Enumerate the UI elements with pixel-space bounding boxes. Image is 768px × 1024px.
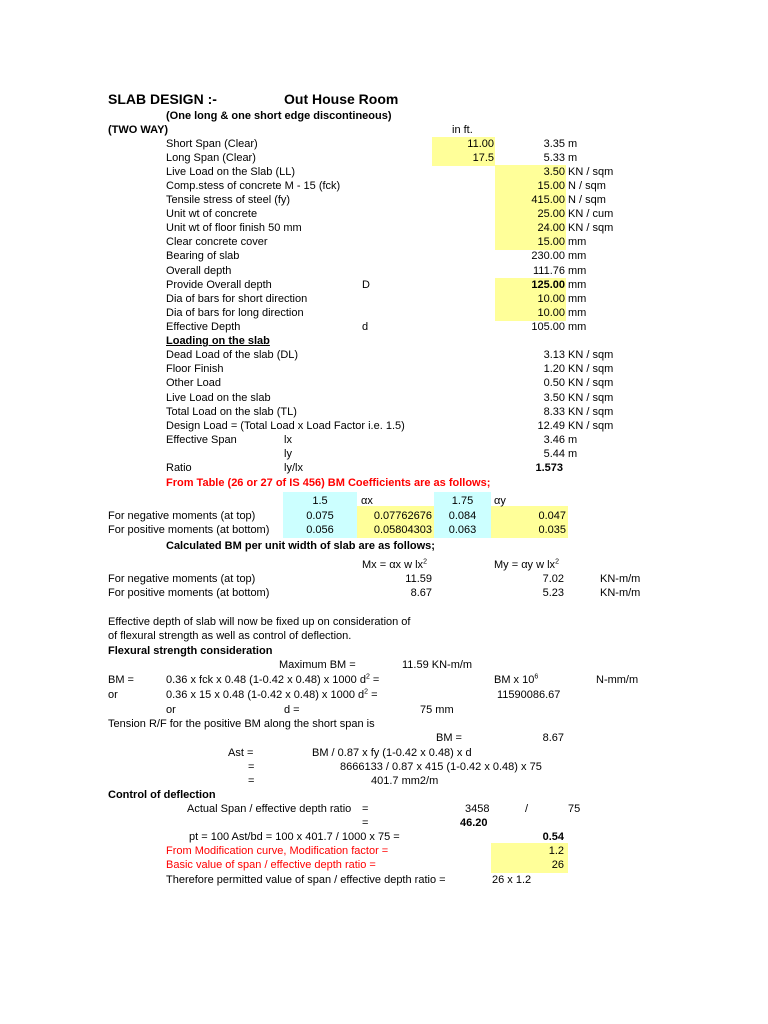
or-label-2: or <box>166 704 176 716</box>
input-label: Dia of bars for long direction <box>166 307 304 319</box>
bm-row-label: For positive moments (at bottom) <box>108 587 270 599</box>
max-bm-label: Maximum BM = <box>279 659 356 671</box>
tension-text: Tension R/F for the positive BM along the short span is <box>108 718 375 730</box>
bm-equation-2: 0.36 x 15 x 0.48 (1-0.42 x 0.48) x 1000 $d^2$ = <box>166 688 378 701</box>
two-way-label: (TWO WAY) <box>108 124 169 136</box>
input-row <box>0 320 768 334</box>
input-value: 111.76 <box>532 265 565 277</box>
input-unit: mm <box>568 265 587 277</box>
input-value: 10.00 <box>537 293 565 305</box>
loading-value: 3.13 <box>543 349 565 361</box>
loading-heading: Loading on the slab <box>166 335 270 347</box>
lx-unit: m <box>568 434 578 446</box>
coef-c2: 0.084 <box>448 510 477 522</box>
input-value: 105.00 <box>531 321 565 333</box>
ly-unit: m <box>568 448 578 460</box>
coef-c1: 0.075 <box>306 510 334 522</box>
loading-value: 1.20 <box>543 363 565 375</box>
loading-row <box>0 419 768 433</box>
coef-c1: 0.056 <box>306 524 334 536</box>
input-label: Unit wt of floor finish 50 mm <box>166 222 302 234</box>
input-unit: mm <box>568 279 587 291</box>
span-ratio-label: Actual Span / effective depth ratio <box>187 803 352 815</box>
ast-equation-3: 401.7 mm2/m <box>371 775 439 787</box>
input-row <box>0 292 768 306</box>
span-result-eq-sign: = <box>362 817 369 829</box>
bm-row-label: For negative moments (at top) <box>108 573 256 585</box>
input-row <box>0 235 768 249</box>
input-value: 25.00 <box>537 208 565 220</box>
input-label: Comp.stess of concrete M - 15 (fck) <box>166 180 341 192</box>
table-heading: From Table (26 or 27 of IS 456) BM Coefficients are as follows; <box>166 477 491 489</box>
input-row <box>0 193 768 207</box>
input-value: 15.00 <box>537 236 565 248</box>
input-ft: 17.5 <box>472 152 494 164</box>
input-unit: mm <box>568 293 587 305</box>
input-label: Short Span (Clear) <box>166 138 258 150</box>
pt-equation: pt = 100 Ast/bd = 100 x 401.7 / 1000 x 75 = <box>189 831 400 843</box>
input-label: Tensile stress of steel (fy) <box>166 194 291 206</box>
ratio-symbol: ly/lx <box>284 462 303 474</box>
input-label: Long Span (Clear) <box>166 152 256 164</box>
lx-symbol: lx <box>284 434 292 446</box>
input-label: Clear concrete cover <box>166 236 268 248</box>
loading-label: Floor Finish <box>166 363 224 375</box>
page-title: SLAB DESIGN :- <box>108 91 217 107</box>
bm-mx: 8.67 <box>410 587 432 599</box>
mx-formula: Mx = αx w $lx^2$ <box>362 558 427 571</box>
bm-mx: 11.59 <box>405 573 432 585</box>
span-ratio-eq-sign: = <box>362 803 369 815</box>
loading-value: 3.50 <box>543 392 565 404</box>
input-value: 10.00 <box>537 307 565 319</box>
loading-unit: KN / sqm <box>568 392 614 404</box>
effective-span-label: Effective Span <box>166 434 237 446</box>
bm-pos-label: BM = <box>436 732 462 744</box>
input-unit: mm <box>568 236 587 248</box>
input-value: 230.00 <box>531 250 565 262</box>
input-symbol: d <box>362 321 369 333</box>
input-row <box>0 264 768 278</box>
input-unit: m <box>568 138 578 150</box>
input-row <box>0 249 768 263</box>
loading-unit: KN / sqm <box>568 349 614 361</box>
modification-value: 1.2 <box>548 845 564 857</box>
bm-row <box>0 586 768 600</box>
bm-my: 5.23 <box>542 587 564 599</box>
bm-x10: BM x $10^6$ <box>494 673 539 686</box>
coef-row <box>0 509 768 523</box>
ast-eq-sign-2: = <box>248 775 255 787</box>
loading-label: Other Load <box>166 377 222 389</box>
loading-label: Live Load on the slab <box>166 392 271 404</box>
input-value: 3.50 <box>543 166 565 178</box>
input-unit: KN / sqm <box>568 222 614 234</box>
input-unit: N / sqm <box>568 194 606 206</box>
input-row <box>0 278 768 292</box>
d-eq-label: d = <box>284 704 300 716</box>
loading-value: 12.49 <box>537 420 565 432</box>
ast-equation-1: BM / 0.87 x fy (1-0.42 x 0.48) x d <box>312 747 472 759</box>
alpha-y-header: αy <box>494 495 506 507</box>
basic-ratio-label: Basic value of span / effective depth ratio = <box>166 859 376 871</box>
input-row <box>0 179 768 193</box>
span-denominator: 75 <box>568 803 581 815</box>
input-unit: mm <box>568 250 587 262</box>
basic-ratio-value: 26 <box>551 859 564 871</box>
input-value: 415.00 <box>531 194 565 206</box>
input-value: 3.35 <box>543 138 565 150</box>
condition-note: (One long & one short edge discontineous) <box>166 110 392 122</box>
paragraph-line-1: Effective depth of slab will now be fixed up on consideration of <box>108 616 411 628</box>
loading-unit: KN / sqm <box>568 377 614 389</box>
ast-eq-sign-1: = <box>248 761 255 773</box>
input-unit: KN / sqm <box>568 166 614 178</box>
loading-unit: KN / sqm <box>568 363 614 375</box>
d-value: 75 mm <box>420 704 454 716</box>
coef-ratio-1: 1.5 <box>312 495 328 507</box>
loading-label: Design Load = (Total Load x Load Factor i.e. 1.5) <box>166 420 405 432</box>
coef-c2: 0.063 <box>448 524 477 536</box>
input-value: 24.00 <box>537 222 565 234</box>
input-unit: N / sqm <box>568 180 606 192</box>
loading-row <box>0 362 768 376</box>
input-value: 15.00 <box>537 180 565 192</box>
bm-row <box>0 572 768 586</box>
ast-label: Ast = <box>228 747 254 759</box>
loading-row <box>0 348 768 362</box>
page-subtitle: Out House Room <box>284 91 399 107</box>
deflection-heading: Control of deflection <box>108 789 216 801</box>
pt-value: 0.54 <box>542 831 564 843</box>
coef-cy: 0.035 <box>538 524 566 536</box>
bm-unit: KN-m/m <box>600 573 641 585</box>
loading-row <box>0 376 768 390</box>
ratio-label: Ratio <box>166 462 192 474</box>
bm-pos-value: 8.67 <box>542 732 564 744</box>
input-row <box>0 221 768 235</box>
coef-cx: 0.07762676 <box>373 510 432 522</box>
coef-row-label: For negative moments (at top) <box>108 510 256 522</box>
input-row <box>0 137 768 151</box>
ast-equation-2: 8666133 / 0.87 x 415 (1-0.42 x 0.48) x 75 <box>340 761 542 773</box>
permitted-value: 26 x 1.2 <box>492 874 532 886</box>
input-unit: m <box>568 152 578 164</box>
ly-value: 5.44 <box>543 448 565 460</box>
input-label: Effective Depth <box>166 321 241 333</box>
loading-unit: KN / sqm <box>568 420 614 432</box>
loading-row <box>0 405 768 419</box>
input-row <box>0 306 768 320</box>
input-label: Bearing of slab <box>166 250 240 262</box>
loading-row <box>0 391 768 405</box>
max-bm-value: 11.59 KN-m/m <box>402 659 473 671</box>
paragraph-line-2: of flexural strength as well as control of deflection. <box>108 630 352 642</box>
input-label: Unit wt of concrete <box>166 208 258 220</box>
loading-unit: KN / sqm <box>568 406 614 418</box>
input-row <box>0 151 768 165</box>
permitted-label: Therefore permitted value of span / effective depth ratio = <box>166 874 446 886</box>
span-result: 46.20 <box>460 817 488 829</box>
bm-my: 7.02 <box>542 573 564 585</box>
input-unit: KN / cum <box>568 208 614 220</box>
loading-label: Dead Load of the slab (DL) <box>166 349 299 361</box>
loading-label: Total Load on the slab (TL) <box>166 406 297 418</box>
nmm-unit: N-mm/m <box>596 674 639 686</box>
flexural-heading: Flexural strength consideration <box>108 645 273 657</box>
input-value: 5.33 <box>543 152 565 164</box>
coef-row-label: For positive moments (at bottom) <box>108 524 270 536</box>
or-label: or <box>108 689 118 701</box>
bm-heading: Calculated BM per unit width of slab are as follows; <box>166 540 435 552</box>
lx-value: 3.46 <box>543 434 565 446</box>
loading-value: 0.50 <box>543 377 565 389</box>
bm-equation: 0.36 x fck x 0.48 (1-0.42 x 0.48) x 1000 $d^2$ = <box>166 673 380 686</box>
ratio-value: 1.573 <box>535 462 563 474</box>
coef-row <box>0 523 768 537</box>
coef-cx: 0.05804303 <box>373 524 432 536</box>
coef-ratio-2: 1.75 <box>451 495 474 507</box>
coef-cy: 0.047 <box>538 510 566 522</box>
input-value: 125.00 <box>531 279 565 291</box>
input-unit: mm <box>568 321 587 333</box>
in-ft-header: in ft. <box>452 124 473 136</box>
input-label: Provide Overall depth <box>166 279 272 291</box>
input-row <box>0 165 768 179</box>
ly-symbol: ly <box>284 448 292 460</box>
input-unit: mm <box>568 307 587 319</box>
span-numerator: 3458 <box>465 803 490 815</box>
input-symbol: D <box>362 279 370 291</box>
input-label: Overall depth <box>166 265 232 277</box>
bm-number: 11590086.67 <box>497 689 561 701</box>
span-slash: / <box>525 803 529 815</box>
input-row <box>0 207 768 221</box>
bm-eq-label: BM = <box>108 674 134 686</box>
alpha-x-header: αx <box>361 495 373 507</box>
input-label: Live Load on the Slab (LL) <box>166 166 296 178</box>
loading-value: 8.33 <box>543 406 565 418</box>
bm-unit: KN-m/m <box>600 587 641 599</box>
input-ft: 11.00 <box>467 138 494 150</box>
modification-label: From Modification curve, Modification factor = <box>166 845 389 857</box>
my-formula: My = αy w $lx^2$ <box>494 558 559 571</box>
input-label: Dia of bars for short direction <box>166 293 308 305</box>
